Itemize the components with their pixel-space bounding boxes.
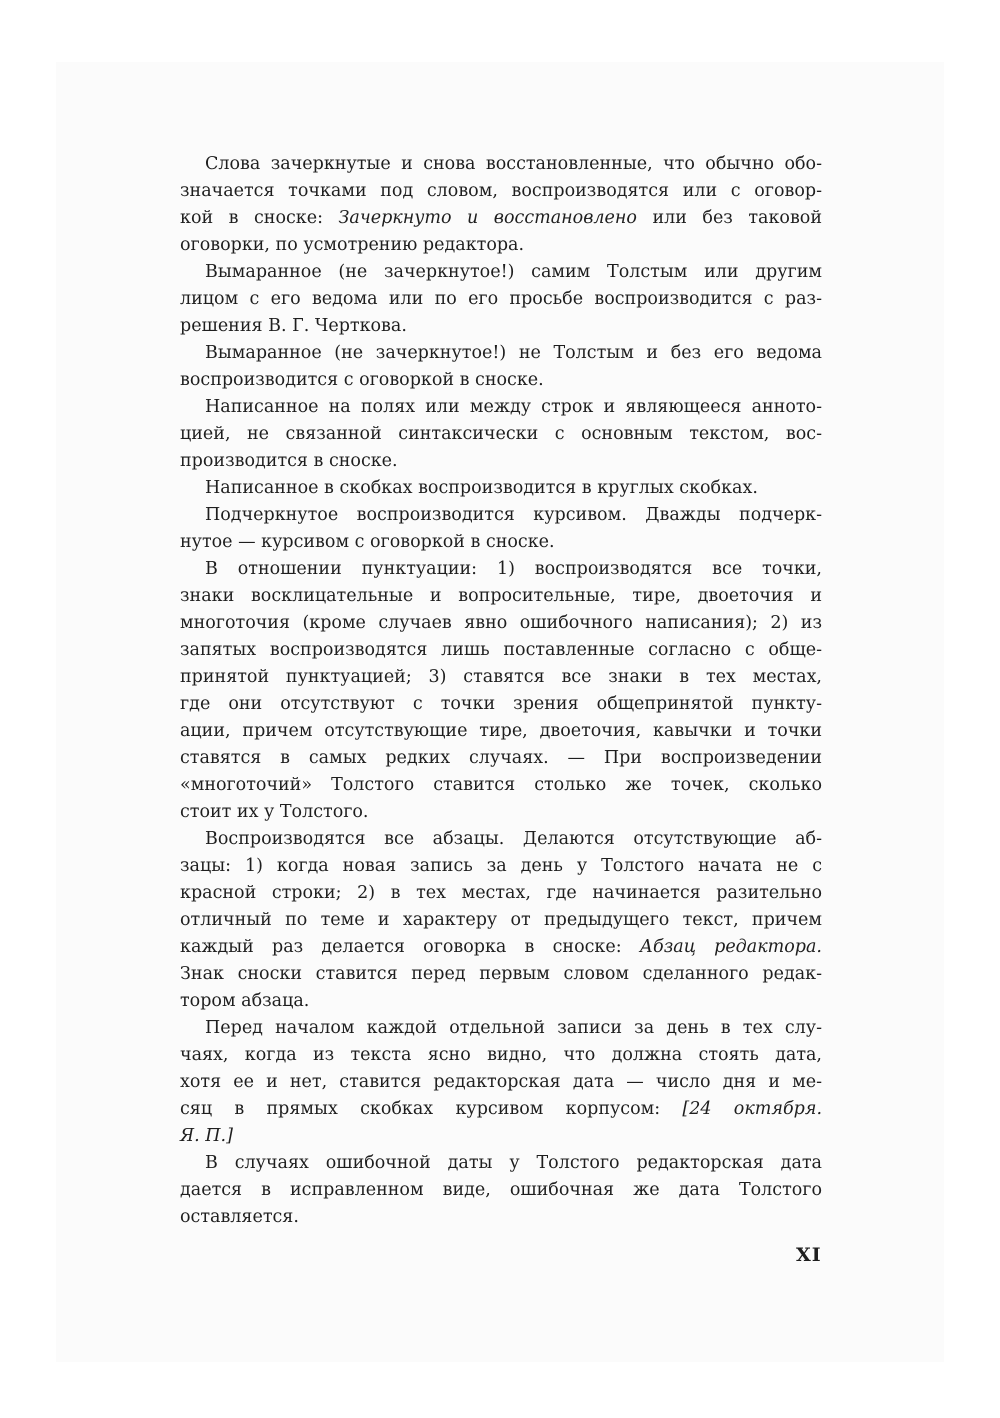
paragraph [180,475,822,502]
text-span: Слова зачеркнутые и снова восстановленные, что обычно обо- [205,154,822,174]
text-span: сяц в прямых скобках курсивом корпусом: [180,1099,683,1119]
text-span: оставляется. [180,1207,299,1227]
text-span: лицом с его ведома или по его просьбе воспроизводится с раз- [180,289,822,309]
text-line [180,772,822,799]
paragraph [180,556,822,826]
text-span: Вымаранное (не зачеркнутое!) не Толстым и без его ведома [205,343,822,363]
text-span: значается точками под словом, воспроизводятся или с оговор- [180,181,822,201]
text-span: красной строки; 2) в тех местах, где начинается разительно [180,883,822,903]
text-span: отличный по теме и характеру от предыдущего текст, причем [180,910,822,930]
text-line [180,286,822,313]
text-line [180,799,822,826]
text-line [180,556,822,583]
text-line [180,475,822,502]
paragraph [180,1150,822,1231]
text-line [180,880,822,907]
text-span: дается в исправленном виде, ошибочная же дата Толстого [180,1180,822,1200]
italic-text: Зачеркнуто и восстановлено [338,208,637,228]
text-line [180,313,822,340]
text-line [180,1177,822,1204]
text-line [180,583,822,610]
text-span: решения В. Г. Черткова. [180,316,407,336]
text-span: Знак сноски ставится перед первым словом сделанного редак- [180,964,822,984]
text-line [180,421,822,448]
text-line [180,1123,822,1150]
text-line [180,232,822,259]
text-line [180,367,822,394]
text-span: хотя ее и нет, ставится редакторская дата — число дня и ме- [180,1072,822,1092]
text-span: знаки восклицательные и вопросительные, тире, двоеточия и [180,586,822,606]
text-span: «многоточий» Толстого ставится столько же точек, сколько [180,775,822,795]
text-span: Воспроизводятся все абзацы. Делаются отсутствующие аб- [205,829,822,849]
text-span: Написанное на полях или между строк и являющееся анното- [205,397,822,417]
text-line [180,340,822,367]
text-line [180,664,822,691]
text-line [180,610,822,637]
text-line [180,1015,822,1042]
text-span: тором абзаца. [180,991,310,1011]
text-span: принятой пунктуацией; 3) ставятся все знаки в тех местах, [180,667,822,687]
text-line [180,151,822,178]
text-line [180,826,822,853]
text-line [180,259,822,286]
text-span: чаях, когда из текста ясно видно, что должна стоять дата, [180,1045,822,1065]
text-span: Подчеркнутое воспроизводится курсивом. Дважды подчерк- [205,505,822,525]
text-span: ации, причем отсутствующие тире, двоеточия, кавычки и точки [180,721,822,741]
text-line [180,1069,822,1096]
paragraph [180,340,822,394]
text-line [180,178,822,205]
italic-text: [24 октября. [682,1099,823,1119]
text-span: В отношении пунктуации: 1) воспроизводятся все точки, [205,559,822,579]
text-span: цией, не связанной синтаксически с основным текстом, вос- [180,424,822,444]
text-block [180,151,822,1231]
text-span: оговорки, по усмотрению редактора. [180,235,525,255]
text-line [180,529,822,556]
text-line [180,1042,822,1069]
text-line [180,1204,822,1231]
text-line [180,637,822,664]
text-line [180,502,822,529]
text-line [180,961,822,988]
text-line [180,394,822,421]
text-line [180,934,822,961]
text-span: кой в сноске: [180,208,339,228]
text-span: Написанное в скобках воспроизводится в круглых скобках. [205,478,758,498]
paragraph [180,1015,822,1150]
text-line [180,691,822,718]
italic-text: Я. П.] [180,1126,233,1146]
paragraph [180,394,822,475]
text-span: каждый раз делается оговорка в сноске: [180,937,640,957]
text-span: В случаях ошибочной даты у Толстого редакторская дата [205,1153,822,1173]
paragraph [180,151,822,259]
text-line [180,448,822,475]
paragraph [180,259,822,340]
text-span: многоточия (кроме случаев явно ошибочного написания); 2) из [180,613,822,633]
text-span: стоит их у Толстого. [180,802,369,822]
text-line [180,205,822,232]
text-span: Перед началом каждой отдельной записи за день в тех слу- [205,1018,822,1038]
text-line [180,718,822,745]
text-line [180,1096,822,1123]
text-span: нутое — курсивом с оговоркой в сноске. [180,532,555,552]
text-line [180,1150,822,1177]
text-span: где они отсутствуют с точки зрения общепринятой пункту- [180,694,822,714]
paragraph [180,502,822,556]
text-line [180,745,822,772]
page-number: XI [796,1244,822,1266]
text-span: Вымаранное (не зачеркнутое!) самим Толстым или другим [205,262,822,282]
text-line [180,853,822,880]
text-span: зацы: 1) когда новая запись за день у Толстого начата не с [180,856,822,876]
paragraph [180,826,822,1015]
text-span: запятых воспроизводятся лишь поставленные согласно с обще- [180,640,822,660]
text-span: производится в сноске. [180,451,398,471]
text-span: или без таковой [636,208,822,228]
text-line [180,988,822,1015]
italic-text: Абзац редактора. [639,937,822,957]
text-line [180,907,822,934]
text-span: воспроизводится с оговоркой в сноске. [180,370,544,390]
text-span: ставятся в самых редких случаях. — При воспроизведении [180,748,822,768]
